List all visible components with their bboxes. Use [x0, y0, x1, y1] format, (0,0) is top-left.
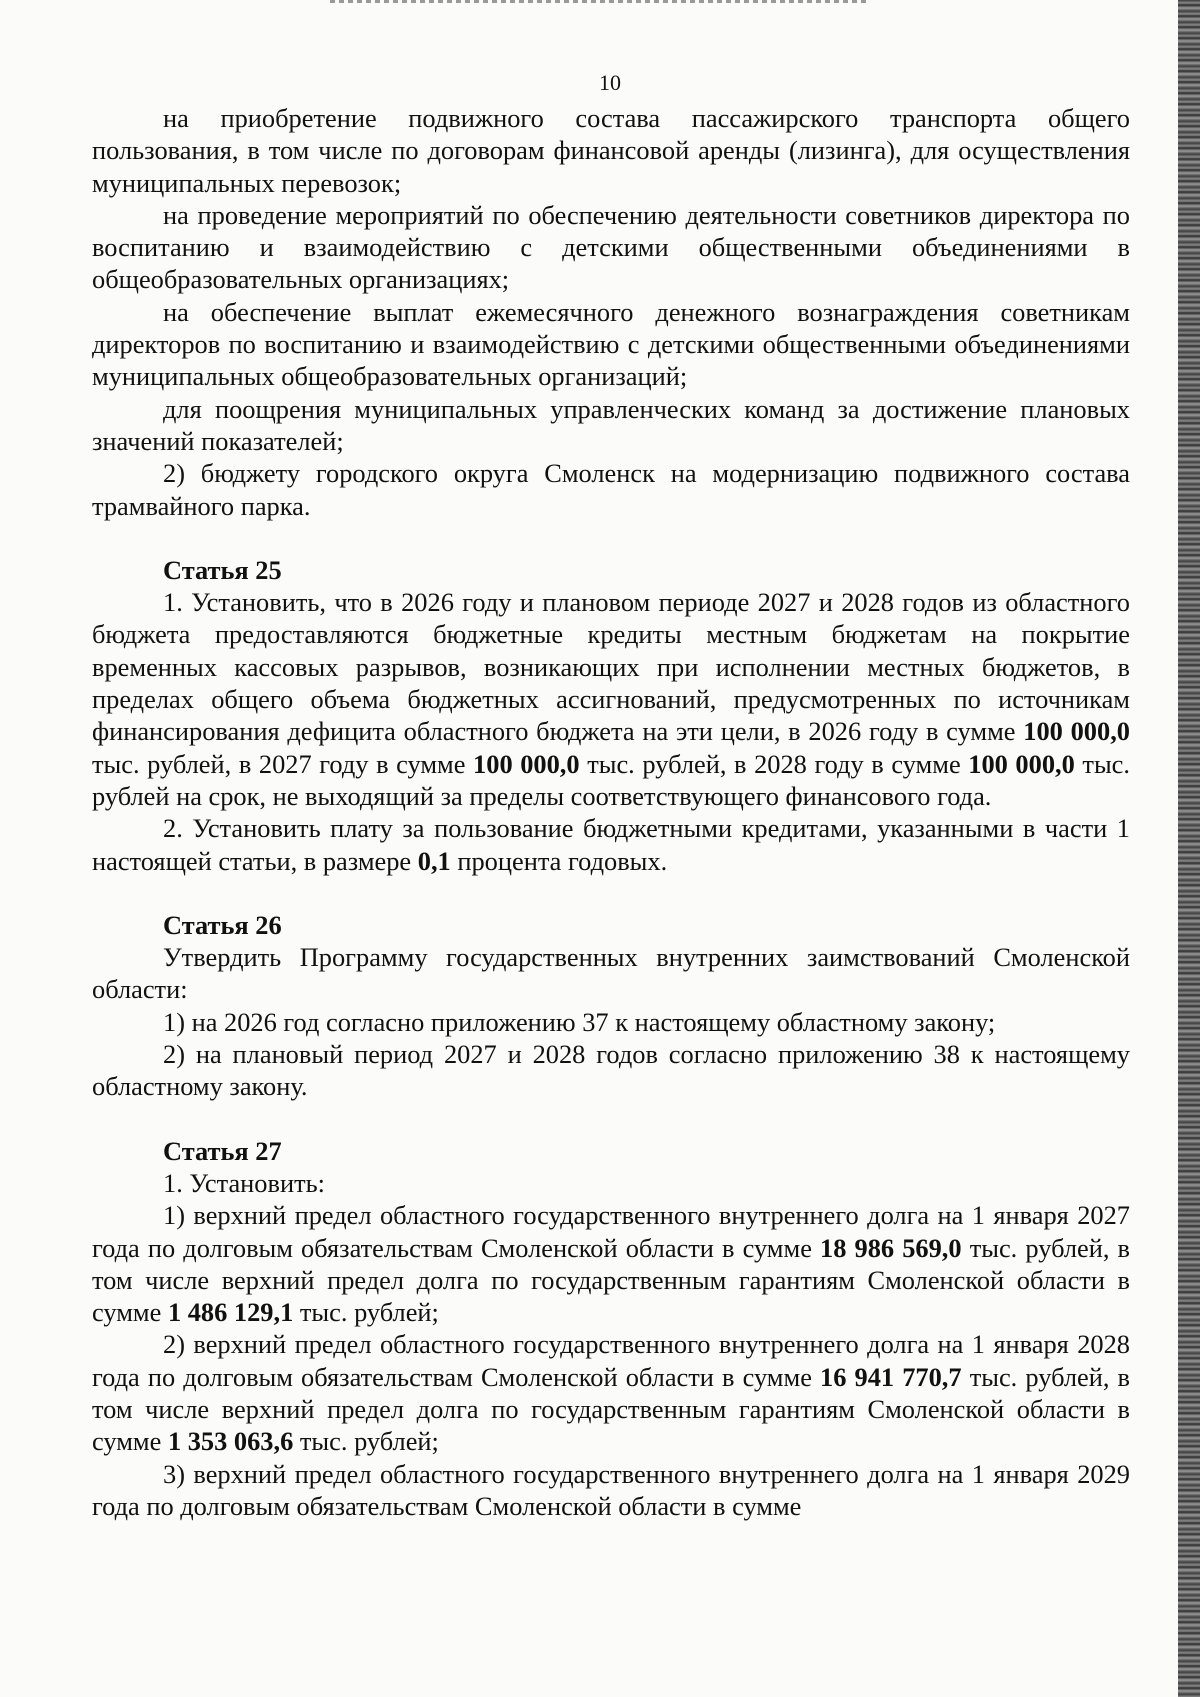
paragraph — [92, 1328, 1130, 1457]
document-body — [92, 102, 1130, 1522]
paragraph: для поощрения муниципальных управленческих команд за достижение плановых значений показателей; — [92, 393, 1130, 456]
text-run: тыс. рублей, в 2028 году в сумме — [579, 748, 969, 779]
text-run: 1) верхний предел областного государственного внутреннего долга на 1 января 2027 года по долговым обязательствам Смоленской области в сумме — [92, 1200, 1130, 1263]
scan-artifact-edge — [1178, 0, 1200, 1697]
text-run: процента годовых. — [450, 845, 668, 876]
amount: 1 353 063,6 — [167, 1426, 294, 1457]
text-run: тыс. рублей, в том числе верхний предел долга по государственным гарантиям Смоленской области в сумме — [92, 1361, 1130, 1457]
text-run: тыс. рублей, в том числе верхний предел долга по государственным гарантиям Смоленской области в сумме — [92, 1232, 1130, 1328]
paragraph: на проведение мероприятий по обеспечению деятельности советников директора по воспитанию и взаимодействию с детскими общественными объединениями в общеобразовательных организациях; — [92, 199, 1130, 295]
paragraph — [92, 1199, 1130, 1328]
paragraph: 1. Установить: — [163, 1167, 325, 1198]
article-heading: Статья 25 — [163, 554, 282, 585]
text-run: 2. Установить плату за пользование бюджетными кредитами, указанными в части 1 настоящей статьи, в размере — [92, 813, 1130, 876]
text-run: тыс. рублей; — [293, 1426, 439, 1457]
paragraph: на приобретение подвижного состава пассажирского транспорта общего пользования, в том числе по договорам финансовой аренды (лизинга), для осуществления муниципальных перевозок; — [92, 103, 1130, 198]
text-run: тыс. рублей на срок, не выходящий за пределы соответствующего финансового года. — [92, 748, 1130, 811]
paragraph — [92, 586, 1130, 812]
paragraph: 2) бюджету городского округа Смоленск на модернизацию подвижного состава трамвайного парка. — [92, 458, 1130, 521]
text-run: тыс. рублей; — [293, 1297, 439, 1328]
amount: 100 000,0 — [473, 748, 580, 779]
paragraph: 1) на 2026 год согласно приложению 37 к настоящему областному закону; — [163, 1006, 996, 1037]
page-number: 10 — [599, 70, 621, 95]
article-heading: Статья 27 — [163, 1135, 282, 1166]
amount: 1 486 129,1 — [167, 1297, 294, 1328]
rate-value: 0,1 — [417, 845, 451, 876]
paragraph: 2) на плановый период 2027 и 2028 годов согласно приложению 38 к настоящему областному закону. — [92, 1039, 1130, 1102]
amount: 100 000,0 — [1023, 716, 1130, 747]
paragraph — [92, 812, 1130, 877]
text-run: 2) верхний предел областного государственного внутреннего долга на 1 января 2028 года по долговым обязательствам Смоленской области в сумме — [92, 1329, 1130, 1392]
text-run: тыс. рублей, в 2027 году в сумме — [92, 748, 474, 779]
amount: 16 941 770,7 — [820, 1361, 962, 1392]
paragraph: на обеспечение выплат ежемесячного денежного вознаграждения советникам директоров по воспитанию и взаимодействию с детскими общественными объединениями муниципальных общеобразовательных организаций; — [92, 296, 1130, 392]
article-heading: Статья 26 — [163, 909, 282, 940]
paragraph: 3) верхний предел областного государственного внутреннего долга на 1 января 2029 года по долговым обязательствам Смоленской области в сумме — [92, 1458, 1130, 1521]
amount: 18 986 569,0 — [820, 1232, 962, 1263]
amount: 100 000,0 — [968, 748, 1075, 779]
text-run: 1. Установить, что в 2026 году и плановом периоде 2027 и 2028 годов из областного бюджета предоставляются бюджетные кредиты местным бюджетам на покрытие временных кассовых разрывов, возникающих при исполнении местных бюджетов, в пределах общего объема бюджетных ассигнований, предусмотренных по источникам финансирования дефицита областного бюджета на эти цели, в 2026 году в сумме — [92, 587, 1130, 747]
paragraph: Утвердить Программу государственных внутренних заимствований Смоленской области: — [92, 942, 1130, 1005]
scan-artifact-top — [330, 0, 870, 3]
